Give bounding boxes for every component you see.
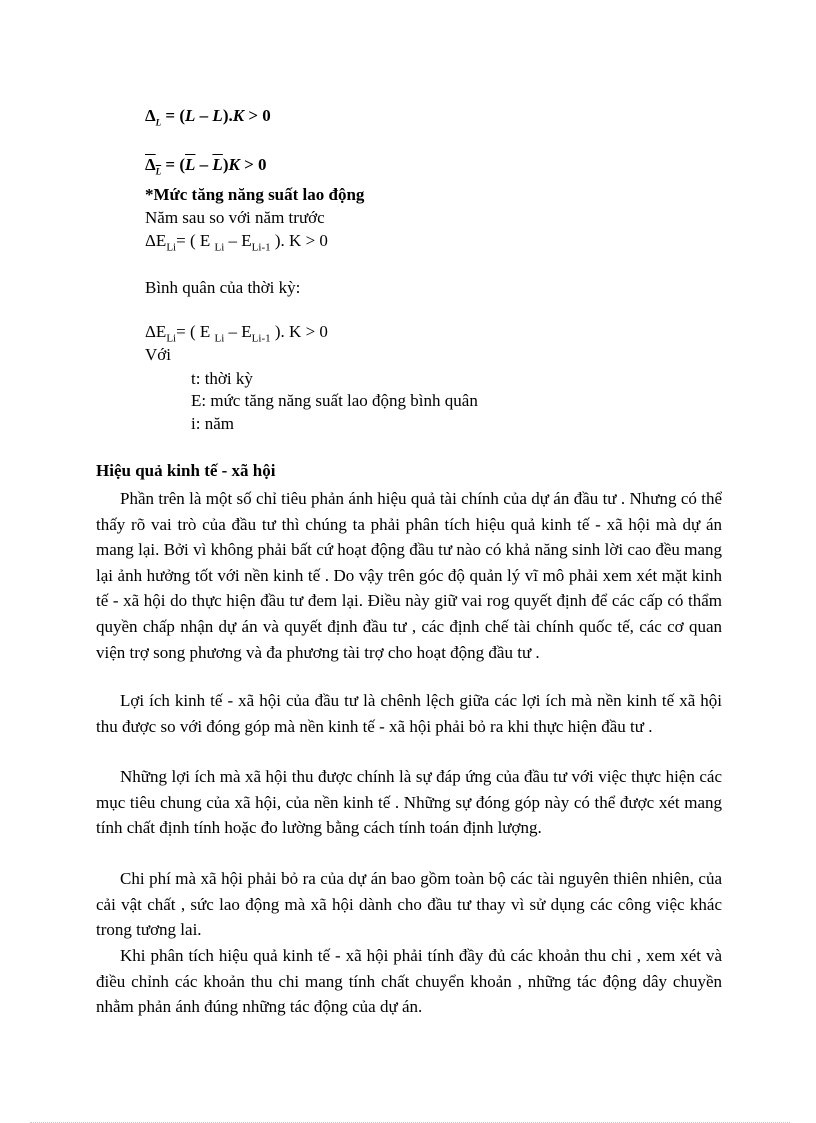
formula-labor-increase-yearly bbox=[145, 106, 271, 127]
formula-relation: > 0 bbox=[244, 106, 271, 125]
section-heading: Hiệu quả kinh tế - xã hội bbox=[96, 461, 276, 480]
formula-close: ) bbox=[222, 155, 229, 174]
formula-dash: – E bbox=[224, 231, 252, 250]
formula-tail: ). K > 0 bbox=[270, 231, 328, 250]
formula-open: = ( bbox=[161, 106, 186, 125]
formula-mid: = ( E bbox=[176, 231, 215, 250]
definition-e: E: mức tăng năng suất lao động bình quân bbox=[191, 391, 478, 410]
formula-minus: – bbox=[195, 106, 213, 125]
formula-delta: $\overline{\Delta}$ bbox=[145, 155, 156, 174]
formula-k: K bbox=[232, 106, 245, 125]
formula-e2-sub: Li-1 bbox=[251, 332, 271, 345]
formula-lhs: ΔE bbox=[145, 322, 167, 341]
yearly-comparison-label: Năm sau so với năm trước bbox=[145, 208, 325, 227]
formula-mid: = ( E bbox=[176, 322, 215, 341]
formula-term-a: L bbox=[185, 106, 196, 125]
with-label: Với bbox=[145, 345, 171, 364]
formula-term-b: $\overline{L}$ bbox=[212, 155, 223, 174]
formula-e2-sub: Li-1 bbox=[251, 241, 271, 254]
period-average-label: Bình quân của thời kỳ: bbox=[145, 278, 301, 297]
formula-close: ). bbox=[222, 106, 233, 125]
labor-formula-average bbox=[145, 322, 328, 344]
formula-lhs-sub: Li bbox=[166, 241, 177, 254]
formula-lhs-sub: Li bbox=[166, 332, 177, 345]
labor-formula-yearly bbox=[145, 231, 328, 253]
formula-open: = ( bbox=[161, 155, 186, 174]
formula-sub: L bbox=[155, 117, 162, 128]
formula-labor-increase-average bbox=[145, 155, 267, 176]
paragraph-3: Những lợi ích mà xã hội thu được chính là sự đáp ứng của đầu tư với việc thực hiện các mục tiêu chung của xã hội, của nền kinh tế . Những sự đóng góp này có thể được xét mang tính chất định tính hoặc đo lường bằng cách tính toán định lượng. bbox=[96, 767, 722, 838]
paragraph-2: Lợi ích kinh tế - xã hội của đầu tư là chênh lệch giữa các lợi ích mà nền kinh tế xã hội thu được so với đóng góp mà nền kinh tế - xã hội phải bỏ ra khi thực hiện đầu tư . bbox=[96, 691, 722, 736]
formula-tail: ). K > 0 bbox=[270, 322, 328, 341]
formula-relation: > 0 bbox=[239, 155, 267, 174]
paragraph-1: Phần trên là một số chỉ tiêu phản ánh hiệu quả tài chính của dự án đầu tư . Nhưng có thể thấy rõ vai trò của đầu tư thì chúng ta phải phân tích hiệu quả kinh tế - xã hội mà dự án mang lại. Bởi vì không phải bất cứ hoạt động đầu tư nào có khả năng sinh lời cao đều mang lại ảnh hưởng tốt với nền kinh tế . Do vậy trên góc độ quản lý vĩ mô phải xem xét mặt kinh tế - xã hội do thực hiện đầu tư đem lại. Điều này giữ vai rog quyết định để các cấp có thẩm quyền chấp nhận dự án và quyết định đầu tư , các định chế tài chính quốc tế, các cơ quan viện trợ song phương và đa phương tài trợ cho hoạt động đầu tư . bbox=[96, 489, 722, 662]
formula-minus: – bbox=[195, 155, 213, 174]
formula-delta: Δ bbox=[145, 106, 156, 125]
formula-term-a: $\overline{L}$ bbox=[185, 155, 196, 174]
formula-e-sub: Li bbox=[214, 332, 225, 345]
definition-i: i: năm bbox=[191, 414, 234, 433]
paragraph-4: Chi phí mà xã hội phải bỏ ra của dự án bao gồm toàn bộ các tài nguyên thiên nhiên, của cải vật chất , sức lao động mà xã hội dành cho đầu tư thay vì sử dụng các công việc khác trong tương lai. bbox=[96, 869, 722, 940]
formula-term-b: L bbox=[212, 106, 223, 125]
paragraph-5: Khi phân tích hiệu quả kinh tế - xã hội phải tính đầy đủ các khoản thu chi , xem xét và điều chỉnh các khoản thu chi mang tính chất chuyển khoản , những tác động dây chuyền nhằm phản ánh đúng những tác động của dự án. bbox=[96, 946, 722, 1017]
labor-productivity-heading: *Mức tăng năng suất lao động bbox=[145, 185, 365, 204]
formula-k: K bbox=[228, 155, 240, 174]
formula-lhs: ΔE bbox=[145, 231, 167, 250]
formula-dash: – E bbox=[224, 322, 252, 341]
definition-t: t: thời kỳ bbox=[191, 369, 253, 388]
formula-sub: L bbox=[155, 166, 162, 177]
formula-e-sub: Li bbox=[214, 241, 225, 254]
